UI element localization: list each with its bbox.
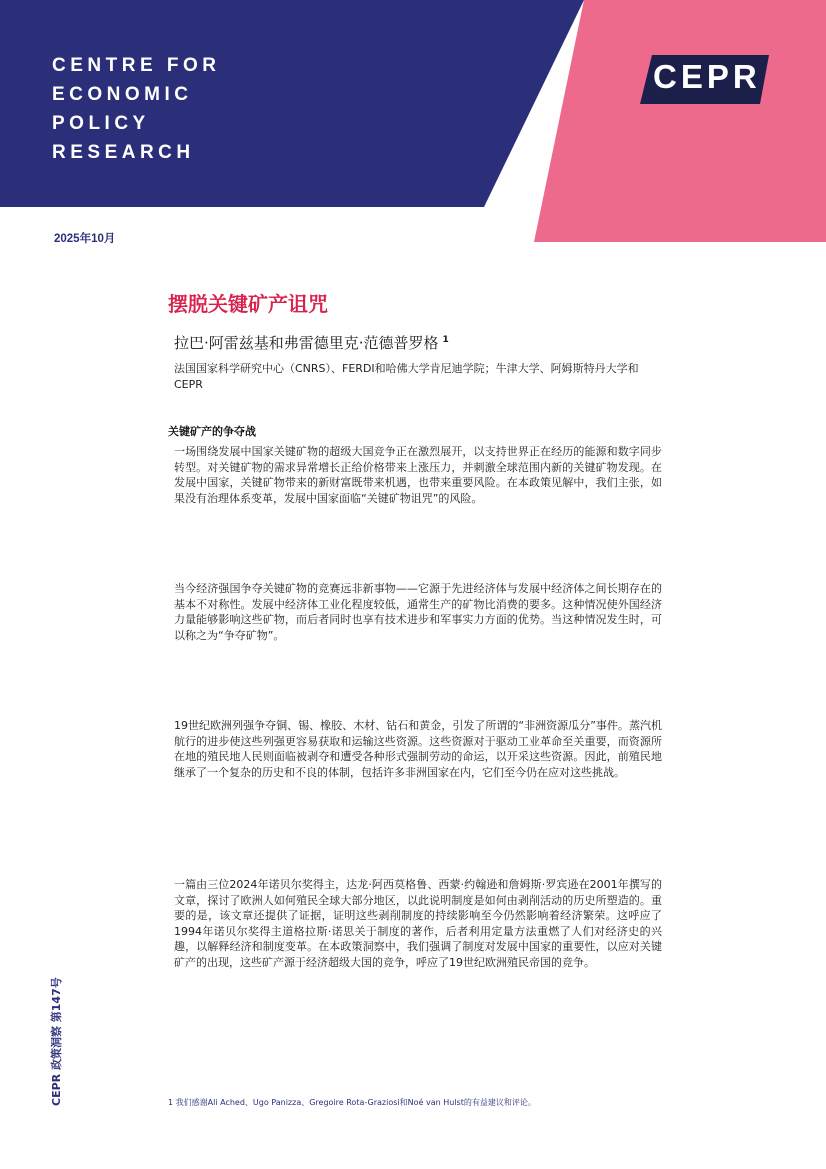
section-heading: 关键矿产的争夺战 bbox=[168, 425, 256, 438]
paragraph: 一场围绕发展中国家关键矿物的超级大国竞争正在激烈展开，以支持世界正在经历的能源和数字同步转型。对关键矿物的需求异常增长正给价格带来上涨压力，并刺激全球范围内新的关键矿物发现。在发展中国家，关键矿物带来的新财富既带来机遇，也带来重要风险。在本政策见解中，我们主张，如果没有治理体系变革，发展中国家面临“关键矿物诅咒”的风险。 bbox=[174, 445, 662, 505]
paragraph: 当今经济强国争夺关键矿物的竞赛远非新事物——它源于先进经济体与发展中经济体之间长期存在的基本不对称性。发展中经济体工业化程度较低，通常生产的矿物比消费的要多。这种情况使外国经济力量能够影响这些矿物，而后者同时也享有技术进步和军事实力方面的优势。当这种情况发生时，可以称之为“争夺矿物”。 bbox=[174, 582, 662, 642]
footnote-marker[interactable]: 1 bbox=[442, 335, 449, 345]
affiliation: 法国国家科学研究中心（CNRS）、FERDI和哈佛大学肯尼迪学院；牛津大学、阿姆斯特丹大学和CEPR bbox=[174, 362, 639, 391]
paragraph: 19世纪欧洲列强争夺铜、锡、橡胶、木材、钻石和黄金，引发了所谓的“非洲资源瓜分”事件。蒸汽机航行的进步使这些列强更容易获取和运输这些资源。这些资源对于驱动工业革命至关重要，而资源所在地的殖民地人民则面临被剥夺和遭受各种形式强制劳动的命运，以开采这些资源。因此，前殖民地继承了一个复杂的历史和不良的体制，包括许多非洲国家在内，它们至今仍在应对这些挑战。 bbox=[174, 719, 662, 779]
org-name: CENTRE FOR ECONOMIC POLICY RESEARCH bbox=[52, 55, 221, 163]
series-label: CEPR 政策洞察 第147号 bbox=[50, 977, 63, 1106]
footnote: 1 我们感谢Ali Ached、Ugo Panizza、Gregoire Rota-Graziosi和Noé van Hulst的有益建议和评论。 bbox=[168, 1098, 536, 1107]
paragraph: 一篇由三位2024年诺贝尔奖得主，达龙·阿西莫格鲁、西蒙·约翰逊和詹姆斯·罗宾逊在2001年撰写的文章，探讨了欧洲人如何殖民全球大部分地区，以此说明制度是如何由剥削活动的历史所塑造的。重要的是，该文章还提供了证据，证明这些剥削制度的持续影响至今仍然影响着经济繁荣。这呼应了1994年诺贝尔奖得主道格拉斯·诺思关于制度的著作，后者利用定量方法重燃了人们对经济史的兴趣，以解释经济和制度变革。在本政策洞察中，我们强调了制度对发展中国家的重要性，以应对关键矿产的出现，这些矿产源于经济超级大国的竞争，呼应了19世纪欧洲殖民帝国的竞争。 bbox=[174, 878, 662, 969]
page-title: 摆脱关键矿产诅咒 bbox=[168, 292, 328, 316]
authors bbox=[174, 332, 449, 353]
cepr-logo: CEPR bbox=[653, 58, 761, 95]
author-names: 拉巴·阿雷兹基和弗雷德里克·范德普罗格 bbox=[174, 334, 439, 352]
pink-panel bbox=[534, 0, 826, 242]
publication-date: 2025年10月 bbox=[54, 233, 116, 245]
